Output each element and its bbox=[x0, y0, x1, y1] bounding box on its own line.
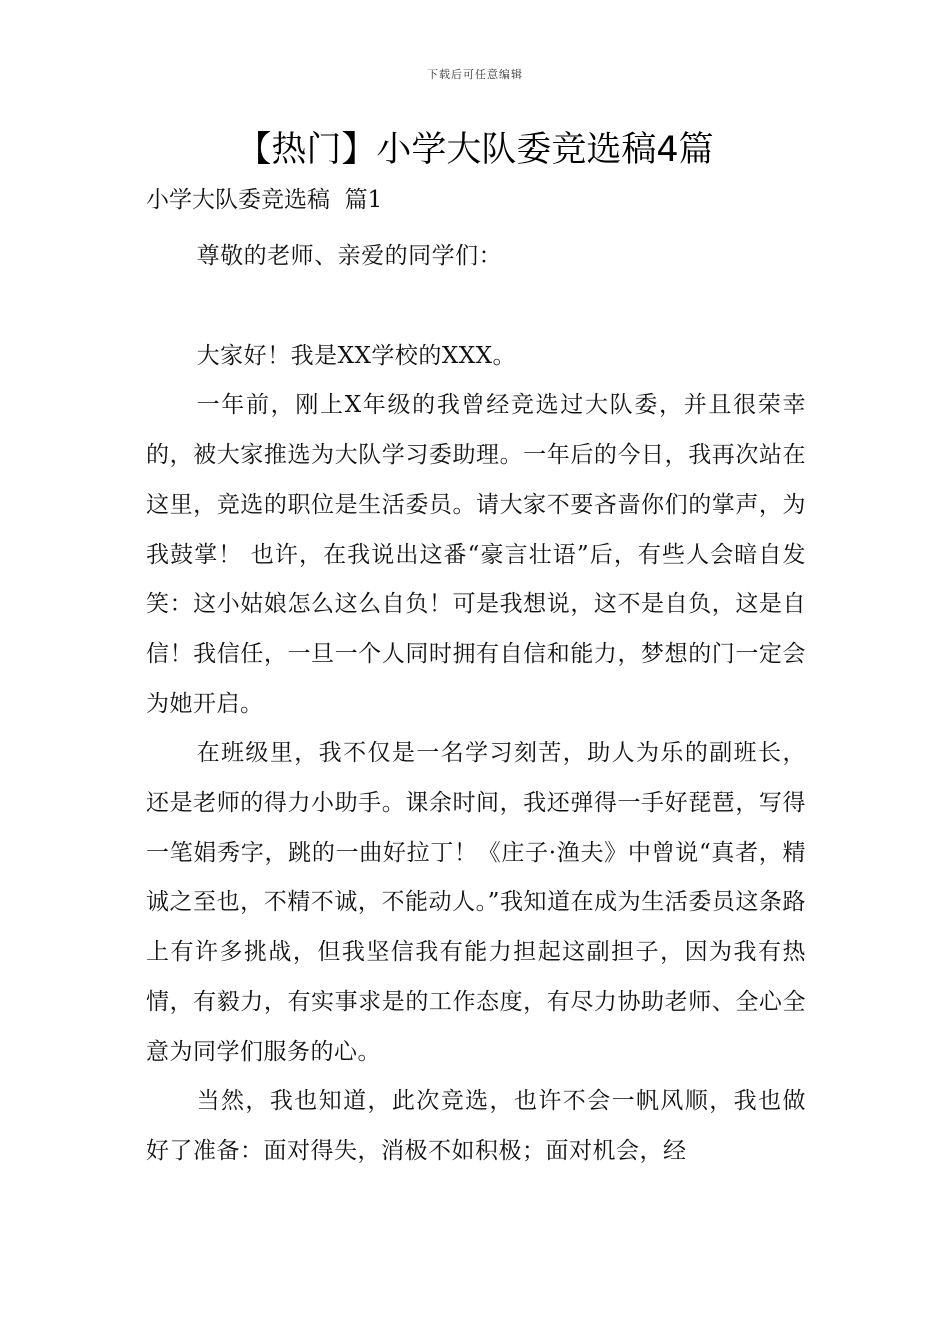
document-title: 【热门】小学大队委竞选稿4篇 bbox=[236, 130, 714, 170]
paragraph-greeting: 尊敬的老师、亲爱的同学们： bbox=[196, 243, 503, 269]
paragraph-1: 一年前，刚上X年级的我曾经竞选过大队委，并且很荣幸的，被大家推选为大队学习委助理。一年后的今日，我再次站在这里，竞选的职位是生活委员。请大家不要吝啬你们的掌声，为我鼓掌！ 也许，在我说出这番“豪言壮语”后，有些人会暗自发笑：这小姑娘怎么这么自负！可是我想说，这不是自负，这是自信！我信任，一旦一个人同时拥有自信和能力，梦想的门一定会为她开启。 bbox=[146, 392, 806, 717]
paragraph-intro: 大家好！我是XX学校的XXX。 bbox=[196, 342, 516, 369]
section-title: 小学大队委竞选稿 篇1 bbox=[146, 187, 383, 213]
paragraph-3: 当然，我也知道，此次竞选，也许不会一帆风顺，我也做好了准备：面对得失，消极不如积极；面对机会，经 bbox=[146, 1088, 806, 1164]
paragraph-2: 在班级里，我不仅是一名学习刻苦，助人为乐的副班长，还是老师的得力小助手。课余时间，我还弹得一手好琵琶，写得一笔娟秀字，跳的一曲好拉丁！《庄子·渔夫》中曾说“真者，精诚之至也，不精不诚，不能动人。”我知道在成为生活委员这条路上有许多挑战，但我坚信我有能力担起这副担子，因为我有热情，有毅力，有实事求是的工作态度，有尽力协助老师、全心全意为同学们服务的心。 bbox=[146, 740, 806, 1065]
document-body bbox=[146, 232, 806, 1177]
header-note: 下载后可任意编辑 bbox=[427, 68, 523, 81]
